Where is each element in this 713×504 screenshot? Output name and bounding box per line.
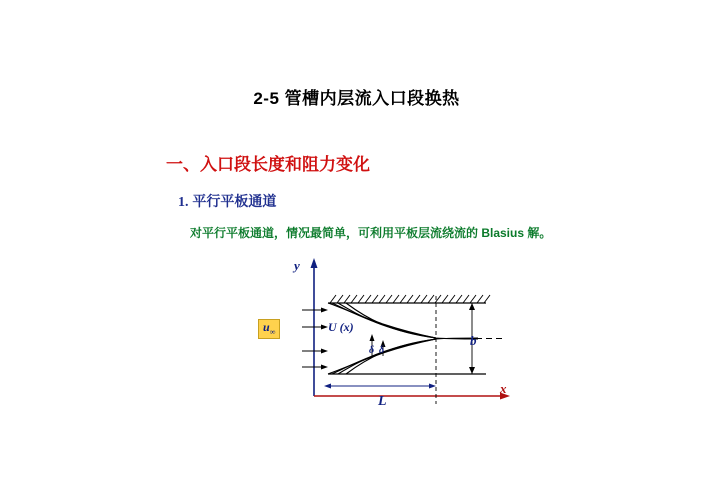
x-axis-label: x	[500, 381, 507, 396]
delta-label-2: δ	[379, 345, 385, 356]
section-heading-1: 一、入口段长度和阻力变化	[166, 155, 370, 174]
y-axis-label: y	[294, 258, 300, 273]
x-axis	[314, 393, 510, 400]
section-heading-2-label: 平行平板通道	[192, 193, 277, 209]
boundary-layer-curves	[328, 303, 478, 374]
boundary-layer-diagram	[250, 252, 540, 422]
section-heading-2	[178, 191, 276, 211]
channel-height-label: b	[470, 333, 477, 348]
body-paragraph: 对平行平板通道，情况最简单，可利用平板层流绕流的 Blasius 解。	[190, 226, 552, 240]
inlet-velocity-subscript: ∞	[269, 327, 276, 337]
velocity-profile-label: U (x)	[328, 320, 354, 334]
inlet-velocity-symbol: u	[263, 320, 270, 334]
inlet-velocity-label	[258, 319, 280, 339]
page-title: 2-5 管槽内层流入口段换热	[253, 89, 460, 108]
entry-length-label: L	[378, 394, 387, 409]
top-plate	[328, 295, 490, 303]
entry-length-dimension	[324, 384, 436, 389]
delta-label-1: δ	[369, 345, 375, 356]
section-heading-2-number: 1.	[178, 195, 189, 210]
inlet-flow-arrows	[302, 308, 328, 370]
